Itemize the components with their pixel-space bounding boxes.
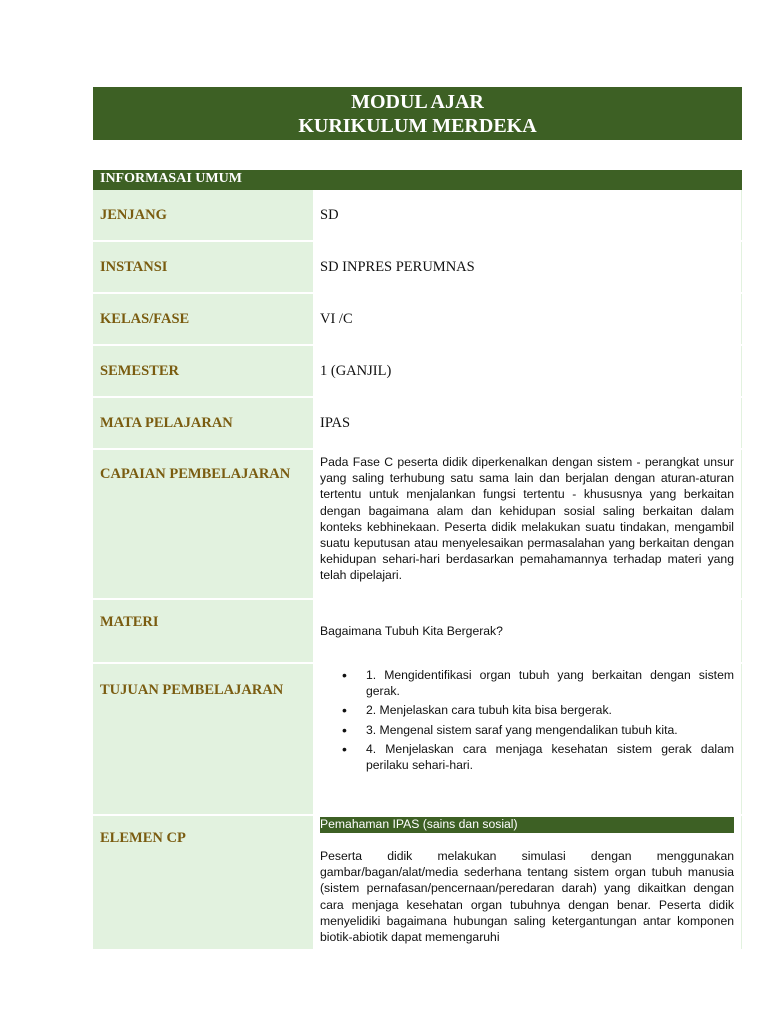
- row-value: IPAS: [312, 398, 742, 448]
- row-label: JENJANG: [93, 190, 312, 240]
- row-capaian-pembelajaran: [93, 450, 742, 600]
- elemen-subheader: [320, 817, 734, 833]
- row-label: INSTANSI: [93, 242, 312, 292]
- row-value: SD INPRES PERUMNAS: [312, 242, 742, 292]
- capaian-text: Pada Fase C peserta didik diperkenalkan dengan sistem - perangkat unsur yang saling terhubung satu sama lain dan berjalan dengan aturan-aturan tertentu untuk menjalankan fungsi tertentu - khususnya yang berkaitan dengan bagaimana alam dan kehidupan sosial saling berkaitan dalam konteks kebhinekaan. Peserta didik melakukan suatu tindakan, mengambil suatu keputusan atau menyelesaikan permasalahan yang berkaitan dengan kehidupan sehari-hari berdasarkan pemahamannya terhadap materi yang telah dipelajari.: [312, 450, 742, 598]
- row-jenjang: [93, 190, 742, 242]
- row-label: TUJUAN PEMBELAJARAN: [93, 664, 312, 814]
- title-line-1: MODUL AJAR: [351, 91, 484, 113]
- row-semester: [93, 346, 742, 398]
- section-header-informasi-umum: INFORMASAI UMUM: [93, 170, 742, 190]
- row-label: CAPAIAN PEMBELAJARAN: [93, 450, 312, 598]
- row-value: 1 (GANJIL): [312, 346, 742, 396]
- title-line-2: KURIKULUM MERDEKA: [298, 115, 537, 137]
- modul-document: [93, 87, 742, 951]
- row-instansi: [93, 242, 742, 294]
- list-item: • 2. Menjelaskan cara tubuh kita bisa bergerak.: [320, 702, 734, 718]
- tujuan-list: [320, 667, 734, 773]
- elemen-cell: [312, 816, 742, 949]
- row-value: SD: [312, 190, 742, 240]
- elemen-text: Peserta didik melakukan simulasi dengan menggunakan gambar/bagan/alat/media sederhana tentang sistem organ tubuh manusia (sistem pernafasan/pencernaan/peredaran darah) yang dikaitkan dengan cara menjaga kesehatan organ tubuhnya dengan benar. Peserta didik menyelidiki bagaimana hubungan saling ketergantungan antar komponen biotik-abiotik dapat memengaruhi: [320, 849, 734, 945]
- row-value: VI /C: [312, 294, 742, 344]
- row-label: SEMESTER: [93, 346, 312, 396]
- row-materi: [93, 600, 742, 664]
- row-label: MATERI: [93, 600, 312, 662]
- row-label: MATA PELAJARAN: [93, 398, 312, 448]
- document-title: [93, 87, 742, 140]
- list-item: • 4. Menjelaskan cara menjaga kesehatan sistem gerak dalam perilaku sehari-hari.: [320, 741, 734, 773]
- elemen-subheader-text: Pemahaman IPAS (sains dan sosial): [320, 817, 518, 831]
- row-tujuan-pembelajaran: [93, 664, 742, 816]
- row-label: KELAS/FASE: [93, 294, 312, 344]
- row-kelas-fase: [93, 294, 742, 346]
- tujuan-list-cell: [312, 664, 742, 814]
- row-label: ELEMEN CP: [93, 816, 312, 949]
- row-elemen-cp: [93, 816, 742, 951]
- list-item: • 1. Mengidentifikasi organ tubuh yang berkaitan dengan sistem gerak.: [320, 667, 734, 699]
- materi-value: Bagaimana Tubuh Kita Bergerak?: [312, 600, 742, 662]
- row-mata-pelajaran: [93, 398, 742, 450]
- list-item: • 3. Mengenal sistem saraf yang mengendalikan tubuh kita.: [320, 722, 734, 738]
